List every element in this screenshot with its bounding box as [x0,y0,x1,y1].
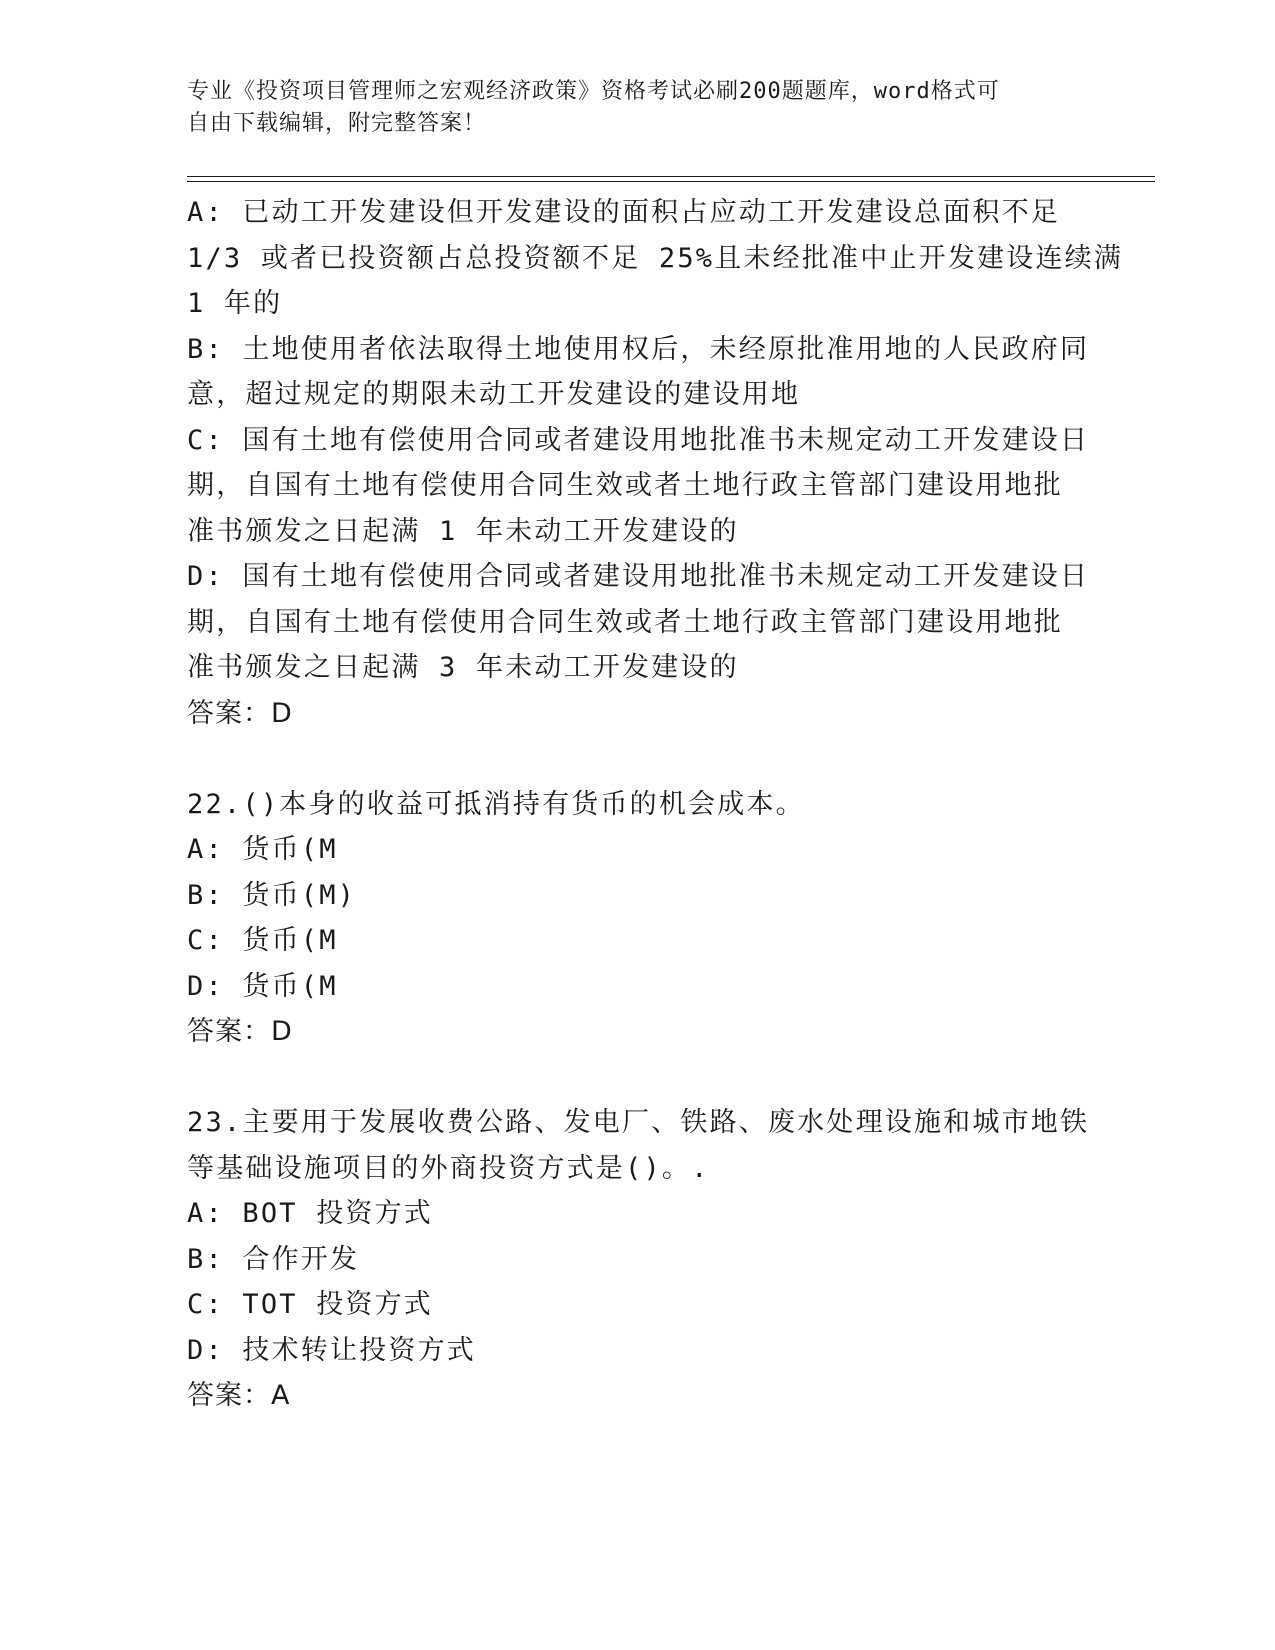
header-divider-bottom [187,181,1155,182]
header-line-2: 自由下载编辑，附完整答案！ [187,111,487,136]
option-a: A: BOT 投资方式 [187,1198,433,1229]
question-stem: 22.()本身的收益可抵消持有货币的机会成本。 [187,788,805,820]
document-header [187,76,1087,140]
option-b-line-2: 意，超过规定的期限未动工开发建设的建设用地 [187,379,801,410]
question-stem-line-2: 等基础设施项目的外商投资方式是()。. [187,1152,710,1184]
option-c: C: 货币(M [187,925,338,956]
question-23 [187,1100,1090,1419]
option-c-line-2: 期，自国有土地有偿使用合同生效或者土地行政主管部门建设用地批 [187,470,1063,501]
option-b: B: 合作开发 [187,1243,360,1275]
header-divider-top [187,176,1155,177]
option-c-line-1: C: 国有土地有偿使用合同或者建设用地批准书未规定动工开发建设日 [187,424,1090,456]
answer-line: 答案：D [187,1016,293,1047]
option-c-line-3: 准书颁发之日起满 1 年未动工开发建设的 [187,515,739,547]
option-d-line-2: 期，自国有土地有偿使用合同生效或者土地行政主管部门建设用地批 [187,606,1063,638]
option-b: B: 货币(M) [187,879,357,911]
question-stem-line-1: 23.主要用于发展收费公路、发电厂、铁路、废水处理设施和城市地铁 [187,1107,1090,1138]
option-a-line-3: 1 年的 [187,288,283,319]
option-a-line-2: 1/3 或者已投资额占总投资额不足 25%且未经批准中止开发建设连续满 [187,242,1124,274]
option-d-line-3: 准书颁发之日起满 3 年未动工开发建设的 [187,652,739,683]
option-d: D: 货币(M [187,970,338,1002]
document-body [187,190,1124,1419]
option-d-line-1: D: 国有土地有偿使用合同或者建设用地批准书未规定动工开发建设日 [187,561,1090,592]
option-a: A: 货币(M [187,834,338,865]
header-line-1: 专业《投资项目管理师之宏观经济政策》资格考试必刷200题题库，word格式可 [187,79,1000,104]
spacer [187,1055,1087,1101]
option-c: C: TOT 投资方式 [187,1289,433,1320]
option-a-line-1: A: 已动工开发建设但开发建设的面积占应动工开发建设总面积不足 [187,197,1060,228]
spacer [187,736,1087,782]
option-d: D: 技术转让投资方式 [187,1334,476,1366]
answer-line: 答案：D [187,697,293,729]
question-21-options [187,190,1124,736]
question-22 [187,782,1087,1055]
answer-line: 答案：A [187,1380,291,1411]
option-b-line-1: B: 土地使用者依法取得土地使用权后，未经原批准用地的人民政府同 [187,333,1090,365]
